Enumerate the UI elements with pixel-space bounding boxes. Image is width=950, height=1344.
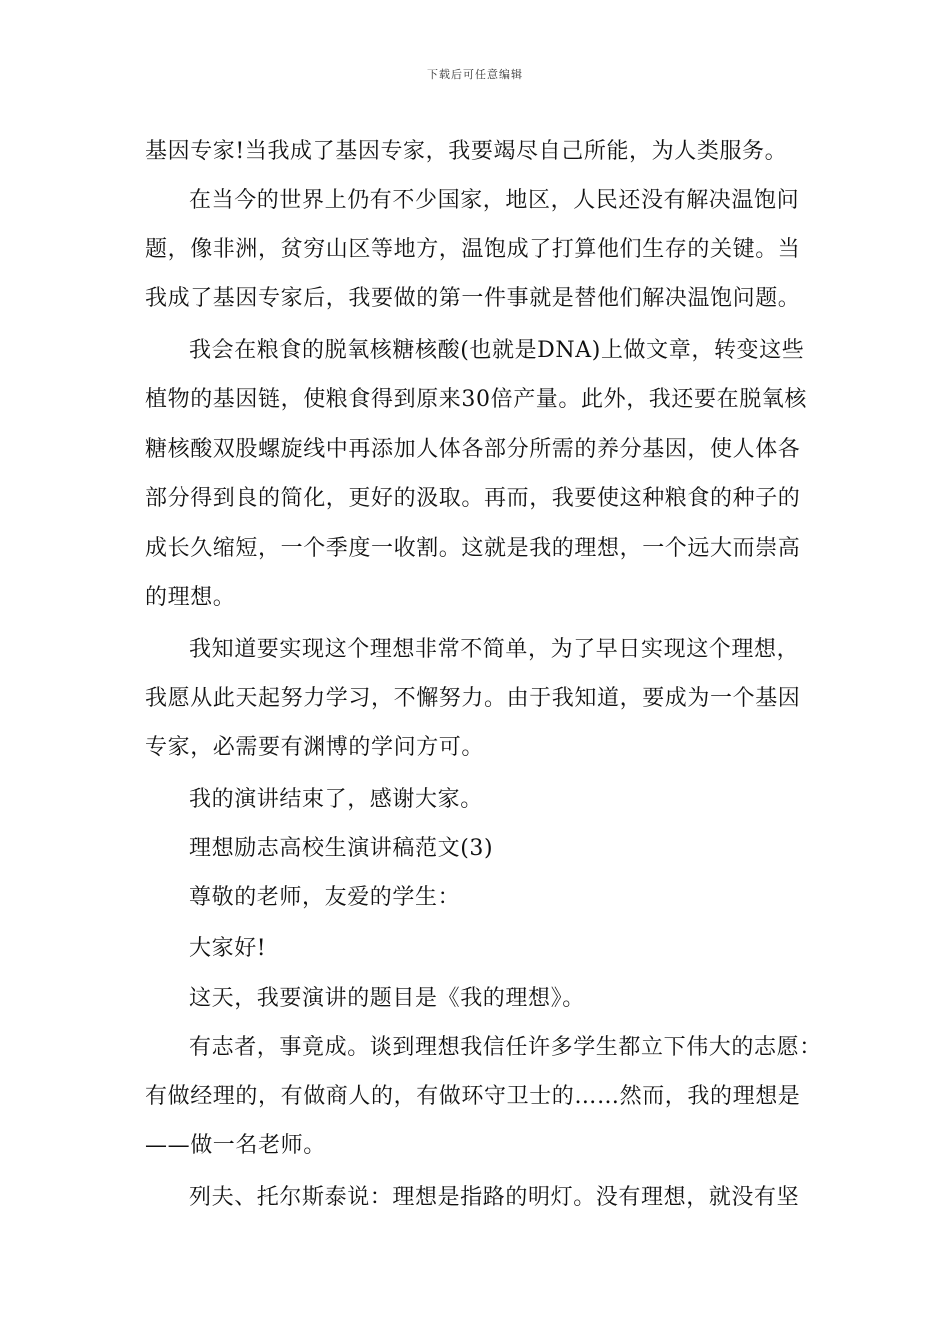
- text-line: 我愿从此天起努力学习，不懈努力。由于我知道，要成为一个基因: [145, 686, 801, 711]
- text-line: 有做经理的，有做商人的，有做环守卫士的……然而，我的理想是: [145, 1084, 801, 1109]
- page-header: 下载后可任意编辑: [427, 68, 523, 81]
- text-line: 题，像非洲，贫穷山区等地方，温饱成了打算他们生存的关键。当: [145, 237, 801, 262]
- paragraph-first-line: 在当今的世界上仍有不少国家，地区，人民还没有解决温饱问: [189, 188, 800, 213]
- paragraph-first-line: 我的演讲结束了，感谢大家。: [189, 787, 483, 812]
- text-line: 植物的基因链，使粮食得到原来30倍产量。此外，我还要在脱氧核: [145, 387, 807, 412]
- text-line: 基因专家!当我成了基因专家，我要竭尽自己所能，为人类服务。: [145, 139, 788, 164]
- salutation: 尊敬的老师，友爱的学生：: [189, 885, 461, 910]
- text-line: 的理想。: [145, 585, 236, 610]
- text-line: ——做一名老师。: [145, 1133, 326, 1158]
- paragraph-first-line: 我会在粮食的脱氧核糖核酸(也就是DNA)上做文章，转变这些: [189, 338, 805, 363]
- paragraph-first-line: 列夫、托尔斯泰说：理想是指路的明灯。没有理想，就没有坚: [189, 1185, 800, 1210]
- section-title: 理想励志高校生演讲稿范文(3): [189, 836, 494, 861]
- text-line: 专家，必需要有渊博的学问方可。: [145, 735, 485, 760]
- paragraph-first-line: 这天，我要演讲的题目是《我的理想》。: [189, 986, 585, 1011]
- text-line: 部分得到良的简化，更好的汲取。再而，我要使这种粮食的种子的: [145, 486, 801, 511]
- text-line: 成长久缩短，一个季度一收割。这就是我的理想，一个远大而崇高: [145, 536, 801, 561]
- text-line: 糖核酸双股螺旋线中再添加人体各部分所需的养分基因，使人体各: [145, 437, 801, 462]
- paragraph-first-line: 有志者，事竟成。谈到理想我信任许多学生都立下伟大的志愿：: [189, 1035, 822, 1060]
- greeting: 大家好!: [189, 936, 267, 961]
- text-line: 我成了基因专家后，我要做的第一件事就是替他们解决温饱问题。: [145, 286, 801, 311]
- paragraph-first-line: 我知道要实现这个理想非常不简单，为了早日实现这个理想，: [189, 637, 800, 662]
